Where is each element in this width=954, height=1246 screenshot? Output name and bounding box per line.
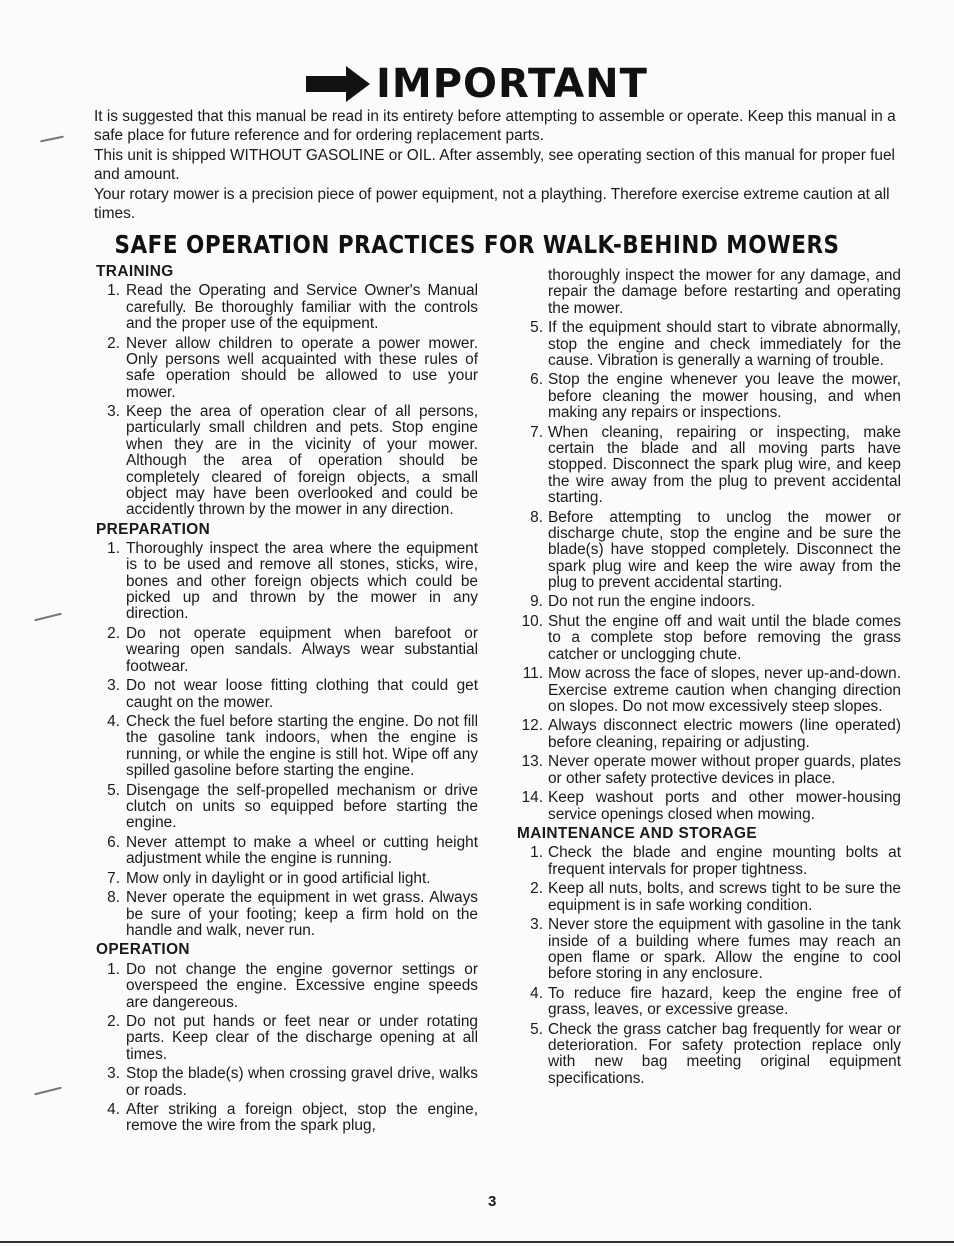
item-number: 1. bbox=[107, 960, 120, 978]
list-item bbox=[517, 986, 901, 1019]
list-item bbox=[96, 336, 478, 401]
left-column bbox=[96, 264, 478, 1138]
item-text: Do not wear loose fitting clothing that could get caught on the mower. bbox=[126, 677, 478, 711]
list-item bbox=[96, 835, 478, 868]
list-item bbox=[96, 626, 478, 675]
list-item bbox=[96, 783, 478, 832]
list-item bbox=[96, 678, 478, 711]
item-text: Read the Operating and Service Owner's Manual carefully. Be thoroughly familiar with the controls and the proper use of the equipment. bbox=[126, 282, 478, 333]
item-number: 8. bbox=[107, 889, 120, 907]
item-text: Disengage the self-propelled mechanism or drive clutch on units so equipped before starting the engine. bbox=[126, 781, 478, 832]
maintenance-heading: MAINTENANCE AND STORAGE bbox=[517, 825, 758, 843]
item-number: 10. bbox=[521, 613, 543, 630]
item-text: Do not put hands or feet near or under rotating parts. Keep clear of the discharge opening at all times. bbox=[126, 1013, 478, 1063]
item-number: 2. bbox=[107, 334, 120, 352]
list-item bbox=[96, 283, 478, 332]
item-text: Keep the area of operation clear of all persons, particularly small children and pets. Stop engine when they are in the vicinity of your mower. Although the area of operation should be completely cleared of foreign objects, a small object may have been overlooked and could be accidently thrown by the mower in any direction. bbox=[126, 403, 478, 519]
list-item bbox=[96, 1066, 478, 1099]
item-text: Always disconnect electric mowers (line operated) before cleaning, repairing or adjusting. bbox=[548, 717, 901, 751]
preparation-list bbox=[96, 541, 478, 939]
list-item bbox=[96, 541, 478, 623]
item-text: If the equipment should start to vibrate abnormally, stop the engine and check immediately for the cause. Vibration is generally a warning of trouble. bbox=[548, 319, 901, 369]
item-text: To reduce fire hazard, keep the engine free of grass, leaves, or excessive grease. bbox=[548, 984, 901, 1019]
item-number: 9. bbox=[530, 593, 543, 611]
item-text: Mow across the face of slopes, never up-and-down. Exercise extreme caution when changing direction on slopes. Do not mow excessively steep slopes. bbox=[548, 665, 901, 715]
item-text: Stop the engine whenever you leave the mower, before cleaning the mower housing, and when making any repairs or inspections. bbox=[548, 371, 901, 422]
list-item bbox=[517, 320, 901, 369]
list-item bbox=[96, 1102, 478, 1135]
item-text: Mow only in daylight or in good artificial light. bbox=[126, 869, 431, 887]
item-text: Never store the equipment with gasoline in the tank inside of a building where fumes may reach an open flame or spark. Allow the engine to cool before storing in any enclosure. bbox=[548, 916, 901, 983]
item-number: 6. bbox=[530, 371, 543, 389]
operation-heading: OPERATION bbox=[96, 941, 190, 959]
item-number: 2. bbox=[530, 880, 543, 898]
item-number: 4. bbox=[107, 713, 120, 731]
maintenance-list bbox=[517, 845, 901, 1087]
page-number: 3 bbox=[488, 1193, 497, 1210]
intro-paragraph: It is suggested that this manual be read in its entirety before attempting to assemble or operate. Keep this manual in a safe place for future reference and for ordering replacement parts. bbox=[94, 108, 896, 144]
item-number: 12. bbox=[521, 717, 543, 735]
item-number: 11. bbox=[522, 665, 543, 683]
item-number: 5. bbox=[530, 319, 543, 337]
item-number: 13. bbox=[521, 753, 543, 771]
list-item bbox=[517, 1022, 901, 1087]
item-number: 3. bbox=[107, 403, 120, 421]
item-text: Check the grass catcher bag frequently for wear or deterioration. For safety protection replace only with new bag meeting original equipment specifications. bbox=[548, 1020, 901, 1087]
item-text: Do not run the engine indoors. bbox=[548, 593, 756, 611]
operation-list-continued bbox=[517, 320, 901, 823]
bottom-edge-line bbox=[0, 1241, 954, 1243]
intro-paragraph: Your rotary mower is a precision piece of power equipment, not a plaything. Therefore exercise extreme caution at all times. bbox=[94, 185, 890, 222]
item-number: 1. bbox=[107, 540, 120, 558]
list-item bbox=[517, 425, 901, 507]
list-item bbox=[517, 372, 901, 421]
list-item bbox=[517, 718, 901, 751]
operation-item-4-continued: thoroughly inspect the mower for any damage, and repair the damage before restarting and operating the mower. bbox=[548, 267, 901, 317]
item-text: Keep all nuts, bolts, and screws tight to be sure the equipment is in safe working condition. bbox=[548, 880, 901, 914]
item-text: Do not operate equipment when barefoot or wearing open sandals. Always wear substantial footwear. bbox=[126, 624, 478, 675]
item-text: Never operate mower without proper guards, plates or other safety protective devices in place. bbox=[548, 753, 901, 787]
item-text: After striking a foreign object, stop the engine, remove the wire from the spark plug, bbox=[126, 1101, 478, 1135]
intro-paragraph: This unit is shipped WITHOUT GASOLINE or OIL. After assembly, see operating section of this manual for proper fuel and amount. bbox=[94, 146, 895, 183]
list-item bbox=[517, 594, 901, 610]
item-text: Never allow children to operate a power mower. Only persons well acquainted with these rules of safe operation should be allowed to use your mower. bbox=[126, 334, 478, 401]
list-item bbox=[96, 890, 478, 939]
item-number: 2. bbox=[107, 624, 120, 642]
item-number: 4. bbox=[530, 984, 543, 1002]
item-text: Never attempt to make a wheel or cutting height adjustment while the engine is running. bbox=[126, 833, 478, 868]
item-text: Shut the engine off and wait until the blade comes to a complete stop before removing the grass catcher or unclogging chute. bbox=[548, 613, 901, 663]
list-item bbox=[517, 614, 901, 663]
item-number: 6. bbox=[107, 833, 120, 851]
list-item bbox=[96, 962, 478, 1011]
section-title: SAFE OPERATION PRACTICES FOR WALK-BEHIND MOWERS bbox=[114, 230, 840, 259]
item-text: Do not change the engine governor settings or overspeed the engine. Excessive engine speeds are dangereous. bbox=[126, 960, 478, 1011]
list-item bbox=[96, 871, 478, 887]
item-number: 5. bbox=[107, 781, 120, 799]
list-item bbox=[96, 1014, 478, 1063]
operation-list bbox=[96, 962, 478, 1135]
list-item bbox=[96, 714, 478, 779]
training-list bbox=[96, 283, 478, 518]
binder-mark bbox=[34, 613, 62, 622]
preparation-heading: PREPARATION bbox=[96, 520, 211, 538]
item-number: 14. bbox=[521, 789, 543, 807]
item-number: 1. bbox=[107, 282, 120, 300]
training-heading: TRAINING bbox=[96, 263, 174, 280]
list-item bbox=[517, 845, 901, 878]
item-text: Before attempting to unclog the mower or discharge chute, stop the engine and be sure the blade(s) have stopped completely. Disconnect the spark plug wire and keep the wire away from the plug to prevent accidental starting. bbox=[548, 508, 901, 591]
item-text: Check the blade and engine mounting bolts at frequent intervals for proper tightness. bbox=[548, 844, 901, 878]
item-text: Never operate the equipment in wet grass. Always be sure of your footing; keep a firm hold on the handle and walk, never run. bbox=[126, 889, 478, 939]
item-number: 3. bbox=[107, 677, 120, 695]
list-item bbox=[517, 666, 901, 715]
item-number: 7. bbox=[530, 423, 543, 441]
list-item bbox=[517, 881, 901, 914]
item-text: Thoroughly inspect the area where the equipment is to be used and remove all stones, sticks, wire, bones and other foreign objects which could be picked up and thrown by the mower in any direction. bbox=[126, 540, 478, 623]
item-number: 8. bbox=[530, 508, 543, 526]
item-number: 2. bbox=[107, 1013, 120, 1031]
binder-mark bbox=[34, 1087, 62, 1096]
item-text: When cleaning, repairing or inspecting, make certain the blade and all moving parts have stopped. Disconnect the spark plug wire, and keep the wire away from the plug to prevent accidental starting. bbox=[548, 423, 901, 507]
list-item bbox=[517, 790, 901, 823]
item-number: 3. bbox=[107, 1065, 120, 1083]
item-number: 5. bbox=[530, 1020, 543, 1038]
item-number: 3. bbox=[530, 916, 543, 934]
intro-paragraphs bbox=[94, 108, 906, 225]
important-header bbox=[0, 61, 954, 107]
item-number: 4. bbox=[107, 1101, 120, 1119]
list-item bbox=[517, 754, 901, 787]
important-title: IMPORTANT bbox=[376, 61, 648, 107]
binder-mark bbox=[40, 136, 64, 143]
list-item bbox=[96, 404, 478, 518]
item-text: Stop the blade(s) when crossing gravel drive, walks or roads. bbox=[126, 1065, 478, 1099]
right-column bbox=[517, 268, 901, 1090]
item-text: Keep washout ports and other mower-housing service openings closed when mowing. bbox=[548, 789, 901, 823]
item-text: Check the fuel before starting the engine. Do not fill the gasoline tank indoors, when the engine is running, or while the engine is still hot. Wipe off any spilled gasoline before starting the engine. bbox=[126, 713, 478, 780]
item-number: 1. bbox=[530, 844, 543, 862]
item-number: 7. bbox=[107, 869, 120, 887]
list-item bbox=[517, 917, 901, 982]
list-item bbox=[517, 510, 901, 592]
right-arrow-icon bbox=[306, 64, 372, 104]
